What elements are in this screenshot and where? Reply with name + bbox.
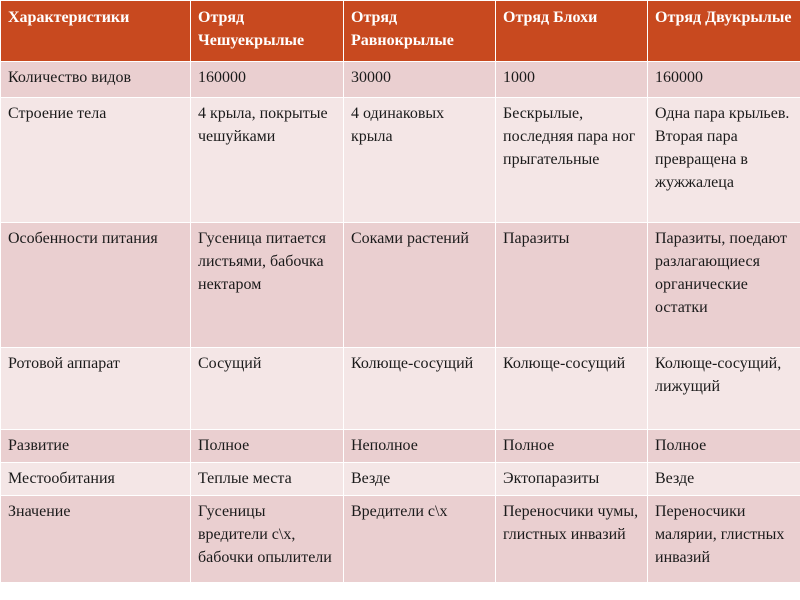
- row-label: Ротовой аппарат: [1, 348, 191, 430]
- row-label: Строение тела: [1, 98, 191, 223]
- table-cell: Неполное: [344, 430, 496, 463]
- table-cell: Гусеницы вредители с\х, бабочки опылители: [191, 496, 344, 583]
- table-cell: Везде: [344, 463, 496, 496]
- header-fleas: Отряд Блохи: [496, 1, 648, 62]
- table-cell: 160000: [191, 62, 344, 98]
- table-row: [1, 223, 800, 348]
- table-row: [1, 348, 800, 430]
- table-cell: Гусеница питается листьями, бабочка нектаром: [191, 223, 344, 348]
- table-cell: Паразиты, поедают разлагающиеся органические остатки: [648, 223, 800, 348]
- header-diptera: Отряд Двукрылые: [648, 1, 800, 62]
- table-cell: Вредители с\х: [344, 496, 496, 583]
- header-homoptera: Отряд Равнокрылые: [344, 1, 496, 62]
- table-cell: Соками растений: [344, 223, 496, 348]
- table-cell: Паразиты: [496, 223, 648, 348]
- header-characteristics: Характеристики: [1, 1, 191, 62]
- header-lepidoptera: Отряд Чешуекрылые: [191, 1, 344, 62]
- row-label: Значение: [1, 496, 191, 583]
- table-cell: Сосущий: [191, 348, 344, 430]
- table-cell: Колюще-сосущий: [344, 348, 496, 430]
- row-label: Особенности питания: [1, 223, 191, 348]
- header-row: [1, 1, 800, 62]
- table-cell: Одна пара крыльев. Вторая пара превращена в жужжалеца: [648, 98, 800, 223]
- table-cell: Полное: [648, 430, 800, 463]
- row-label: Местообитания: [1, 463, 191, 496]
- table-cell: Бескрылые, последняя пара ног прыгательные: [496, 98, 648, 223]
- table-cell: Полное: [496, 430, 648, 463]
- table-cell: Колюще-сосущий: [496, 348, 648, 430]
- table-cell: 160000: [648, 62, 800, 98]
- table-cell: 4 крыла, покрытые чешуйками: [191, 98, 344, 223]
- table-row: [1, 463, 800, 496]
- table-row: [1, 496, 800, 583]
- table-cell: Переносчики чумы, глистных инвазий: [496, 496, 648, 583]
- table-cell: 1000: [496, 62, 648, 98]
- table-cell: 4 одинаковых крыла: [344, 98, 496, 223]
- table-cell: Переносчики малярии, глистных инвазий: [648, 496, 800, 583]
- table-cell: Полное: [191, 430, 344, 463]
- table-cell: Везде: [648, 463, 800, 496]
- table-cell: Эктопаразиты: [496, 463, 648, 496]
- row-label: Развитие: [1, 430, 191, 463]
- table-cell: Колюще-сосущий, лижущий: [648, 348, 800, 430]
- table-row: [1, 430, 800, 463]
- row-label: Количество видов: [1, 62, 191, 98]
- table-row: [1, 62, 800, 98]
- table-cell: 30000: [344, 62, 496, 98]
- table-row: [1, 98, 800, 223]
- table-cell: Теплые места: [191, 463, 344, 496]
